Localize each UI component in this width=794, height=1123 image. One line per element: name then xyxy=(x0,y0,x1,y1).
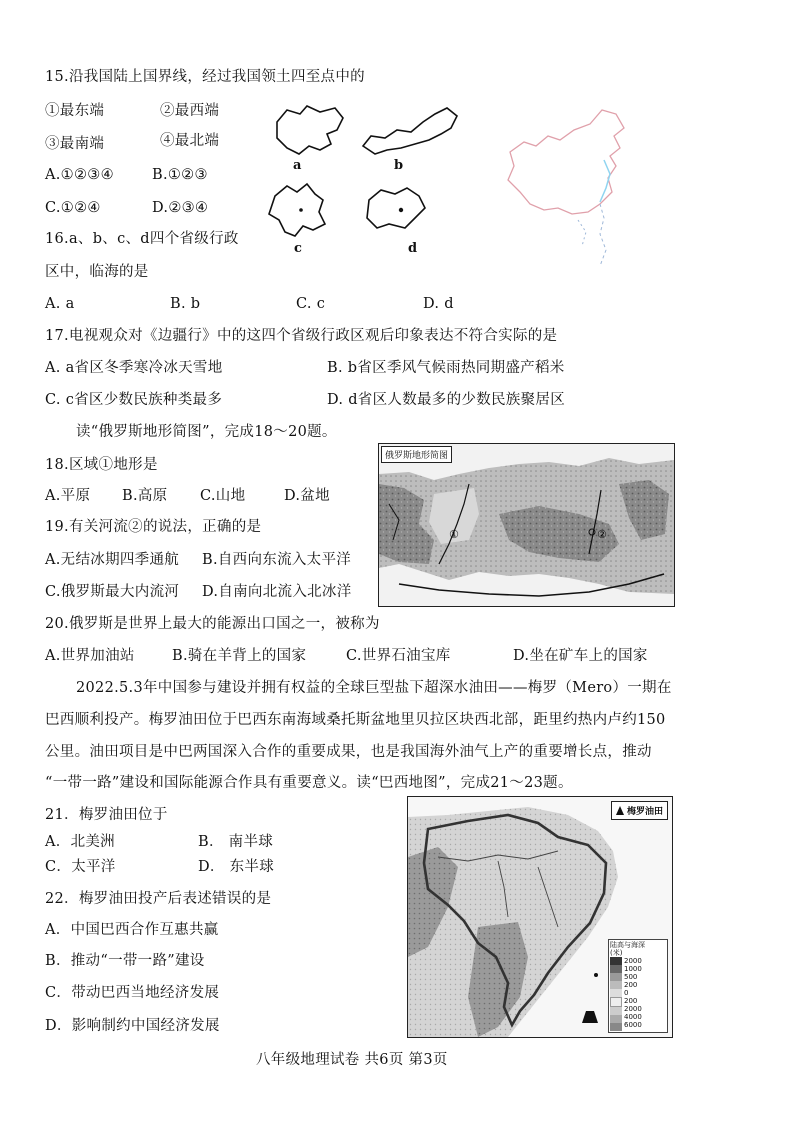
q17-stem: 17.电视观众对《边疆行》中的这四个省级行政区观后印象表达不符合实际的是 xyxy=(45,328,558,344)
q16-option-d[interactable]: D. d xyxy=(423,296,454,312)
passage-line-1: 2022.5.3年中国参与建设并拥有权益的全球巨型盐下超深水油田——梅罗（Mero）一期在 xyxy=(76,680,672,696)
q18-option-a[interactable]: A.平原 xyxy=(45,488,91,504)
q18-option-d[interactable]: D.盆地 xyxy=(284,488,330,504)
china-outline-map xyxy=(500,100,640,270)
russia-intro: 读“俄罗斯地形简图”，完成18～20题。 xyxy=(76,424,337,440)
q20-option-a[interactable]: A.世界加油站 xyxy=(45,648,135,664)
q20-option-b[interactable]: B.骑在羊背上的国家 xyxy=(172,648,307,664)
q20-stem: 20.俄罗斯是世界上最大的能源出口国之一，被称为 xyxy=(45,616,380,632)
q15-option-b[interactable]: B.①②③ xyxy=(152,167,208,183)
q15-option-a[interactable]: A.①②③④ xyxy=(45,167,114,183)
q19-option-c[interactable]: C.俄罗斯最大内流河 xyxy=(45,584,180,600)
passage-line-3: 公里。油田项目是中巴两国深入合作的重要成果，也是我国海外油气上产的重要增长点，推动 xyxy=(45,744,652,760)
q17-option-b[interactable]: B. b省区季风气候雨热同期盛产稻米 xyxy=(327,360,565,376)
elev-value: 200 xyxy=(624,981,638,989)
elev-value: 200 xyxy=(624,997,638,1005)
russia-map-title: 俄罗斯地形简图 xyxy=(381,446,452,463)
elev-value: 2000 xyxy=(624,957,642,965)
province-d-shape xyxy=(367,188,425,228)
q15-option-c[interactable]: C.①②④ xyxy=(45,200,101,216)
q18-option-b[interactable]: B.高原 xyxy=(122,488,168,504)
q19-option-b[interactable]: B.自西向东流入太平洋 xyxy=(202,552,352,568)
shape-label-a: a xyxy=(293,158,302,173)
elev-value: 500 xyxy=(624,973,638,981)
q16-stem-1: 16.a、b、c、d四个省级行政 xyxy=(45,231,239,247)
province-b-shape xyxy=(363,108,457,154)
elev-value: 4000 xyxy=(624,1013,642,1021)
q15-item-3: ③最南端 xyxy=(45,136,105,152)
q15-stem: 15.沿我国陆上国界线，经过我国领土四至点中的 xyxy=(45,69,365,85)
elevation-legend xyxy=(608,939,668,1033)
q18-option-c[interactable]: C.山地 xyxy=(200,488,246,504)
q21-option-c[interactable]: C．太平洋 xyxy=(45,859,116,875)
q16-option-c[interactable]: C. c xyxy=(296,296,326,312)
q16-stem-2: 区中，临海的是 xyxy=(45,264,149,280)
elev-value: 6000 xyxy=(624,1021,642,1029)
q16-option-a[interactable]: A. a xyxy=(45,296,75,312)
elev-value: 1000 xyxy=(624,965,642,973)
q19-option-a[interactable]: A.无结冰期四季通航 xyxy=(45,552,180,568)
oil-field-icon xyxy=(616,806,624,815)
brazil-map xyxy=(407,796,673,1038)
shape-label-b: b xyxy=(394,158,404,173)
elev-value: 0 xyxy=(624,989,629,997)
q22-option-d[interactable]: D．影响制约中国经济发展 xyxy=(45,1018,220,1034)
province-c-shape xyxy=(269,184,325,236)
q15-item-2: ②最西端 xyxy=(160,103,220,119)
q22-stem: 22．梅罗油田投产后表述错误的是 xyxy=(45,891,272,907)
russia-mark-2: ② xyxy=(597,528,607,541)
russia-mark-1: ① xyxy=(449,528,459,541)
q22-option-b[interactable]: B．推动“一带一路”建设 xyxy=(45,953,205,969)
q20-option-c[interactable]: C.世界石油宝库 xyxy=(346,648,451,664)
q22-option-c[interactable]: C．带动巴西当地经济发展 xyxy=(45,985,220,1001)
q15-option-d[interactable]: D.②③④ xyxy=(152,200,209,216)
shape-label-c: c xyxy=(294,241,302,256)
q21-option-a[interactable]: A．北美洲 xyxy=(45,834,115,850)
passage-line-2: 巴西顺利投产。梅罗油田位于巴西东南海域桑托斯盆地里贝拉区块西北部，距里约热内卢约150 xyxy=(45,712,666,728)
q21-stem: 21．梅罗油田位于 xyxy=(45,807,168,823)
russia-terrain-map xyxy=(378,443,675,607)
province-a-shape xyxy=(277,106,343,154)
q18-stem: 18.区域①地形是 xyxy=(45,457,158,473)
q15-item-1: ①最东端 xyxy=(45,103,105,119)
q22-option-a[interactable]: A．中国巴西合作互惠共赢 xyxy=(45,922,219,938)
q16-option-b[interactable]: B. b xyxy=(170,296,201,312)
q21-option-d[interactable]: D． 东半球 xyxy=(198,859,275,875)
q19-option-d[interactable]: D.自南向北流入北冰洋 xyxy=(202,584,352,600)
brazil-legend-label: 梅罗油田 xyxy=(626,807,663,817)
page-footer: 八年级地理试卷 共6页 第3页 xyxy=(256,1052,448,1068)
q21-option-b[interactable]: B． 南半球 xyxy=(198,834,274,850)
brazil-map-legend xyxy=(611,801,668,820)
q17-option-c[interactable]: C. c省区少数民族种类最多 xyxy=(45,392,223,408)
elevation-legend-unit: (米) xyxy=(610,949,623,957)
q15-item-4: ④最北端 xyxy=(160,133,220,149)
q17-option-a[interactable]: A. a省区冬季寒冷冰天雪地 xyxy=(45,360,223,376)
elevation-legend-title: 陆高与海深 xyxy=(610,941,645,949)
passage-line-4: “一带一路”建设和国际能源合作具有重要意义。读“巴西地图”，完成21～23题。 xyxy=(45,775,573,791)
shape-label-d: d xyxy=(408,241,418,256)
q19-stem: 19.有关河流②的说法，正确的是 xyxy=(45,519,262,535)
elev-value: 2000 xyxy=(624,1005,642,1013)
q20-option-d[interactable]: D.坐在矿车上的国家 xyxy=(513,648,648,664)
q17-option-d[interactable]: D. d省区人数最多的少数民族聚居区 xyxy=(327,392,566,408)
